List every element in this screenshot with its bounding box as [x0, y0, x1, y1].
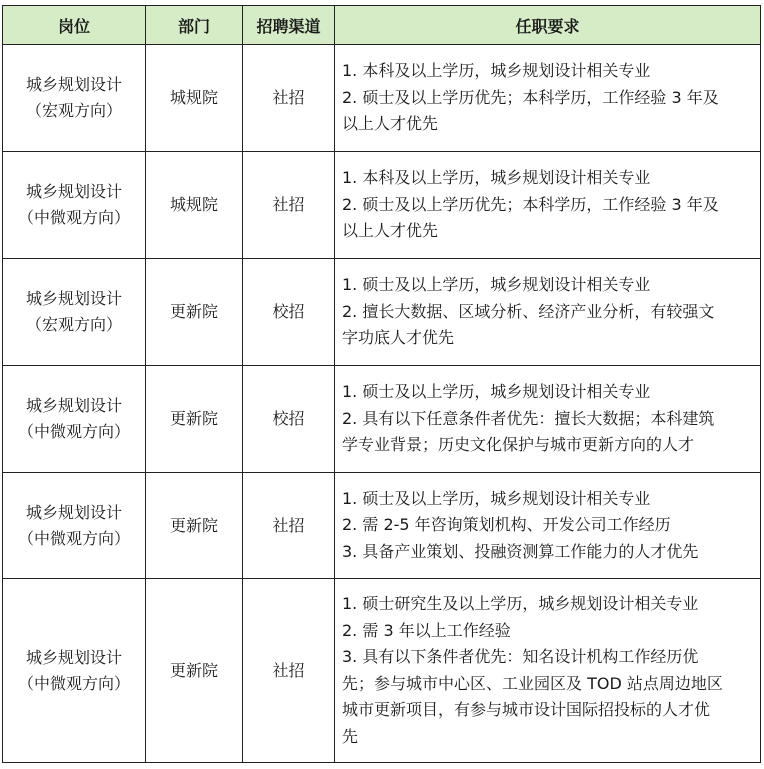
requirement-line: 学专业背景；历史文化保护与城市更新方向的人才	[342, 435, 695, 455]
position-cell	[3, 45, 146, 152]
position-direction: （宏观方向）	[25, 101, 122, 120]
position-title: 城乡规划设计	[25, 647, 122, 667]
requirement-line: 2. 需 2-5 年咨询策划机构、开发公司工作经历	[342, 515, 671, 535]
requirement-line: 2. 硕士及以上学历优先；本科学历，工作经验 3 年及	[342, 87, 719, 107]
requirement-line: 1. 硕士研究生及以上学历，城乡规划设计相关专业	[342, 594, 699, 613]
position-title: 城乡规划设计	[25, 182, 122, 201]
table-row	[3, 473, 761, 579]
requirement-line: 1. 硕士及以上学历，城乡规划设计相关专业	[342, 275, 651, 295]
requirement-line: 1. 硕士及以上学历，城乡规划设计相关专业	[342, 382, 651, 402]
position-direction: （中微观方向）	[17, 422, 130, 441]
requirements-cell	[335, 366, 761, 473]
channel-cell: 社招	[243, 473, 335, 579]
position-direction: （中微观方向）	[17, 528, 130, 548]
requirement-line: 先；参与城市中心区、工业园区及 TOD 站点周边地区	[342, 673, 723, 693]
table-row	[3, 579, 761, 763]
requirement-line: 1. 硕士及以上学历，城乡规划设计相关专业	[342, 488, 651, 508]
table-row	[3, 152, 761, 259]
position-title: 城乡规划设计	[25, 289, 122, 308]
channel-cell: 社招	[243, 152, 335, 259]
header-position: 岗位	[3, 6, 146, 45]
position-title: 城乡规划设计	[25, 502, 122, 522]
requirement-line: 2. 擅长大数据、区域分析、经济产业分析，有较强文	[342, 301, 715, 321]
channel-cell: 校招	[243, 366, 335, 473]
position-direction: （中微观方向）	[17, 673, 130, 693]
table-header-row	[3, 6, 761, 45]
table-row	[3, 366, 761, 473]
requirement-line: 1. 本科及以上学历，城乡规划设计相关专业	[342, 61, 651, 81]
requirement-line: 3. 具备产业策划、投融资测算工作能力的人才优先	[342, 541, 699, 561]
channel-cell: 社招	[243, 45, 335, 152]
requirement-line: 以上人才优先	[342, 221, 439, 241]
position-cell	[3, 579, 146, 763]
requirement-line: 字功底人才优先	[342, 328, 455, 348]
department-cell: 城规院	[146, 152, 243, 259]
header-channel: 招聘渠道	[243, 6, 335, 45]
requirements-cell	[335, 45, 761, 152]
requirement-line: 2. 硕士及以上学历优先；本科学历，工作经验 3 年及	[342, 194, 719, 214]
header-department: 部门	[146, 6, 243, 45]
requirement-line: 以上人才优先	[342, 114, 439, 134]
requirements-cell	[335, 579, 761, 763]
position-cell	[3, 366, 146, 473]
requirement-line: 2. 具有以下任意条件者优先：擅长大数据；本科建筑	[342, 408, 715, 428]
requirement-line: 1. 本科及以上学历，城乡规划设计相关专业	[342, 168, 651, 188]
header-requirements: 任职要求	[335, 6, 761, 45]
department-cell: 城规院	[146, 45, 243, 152]
department-cell: 更新院	[146, 579, 243, 763]
requirements-cell	[335, 473, 761, 579]
position-title: 城乡规划设计	[25, 75, 122, 94]
position-title: 城乡规划设计	[25, 396, 122, 415]
recruitment-table	[2, 5, 761, 763]
department-cell: 更新院	[146, 473, 243, 579]
recruitment-table-container	[2, 5, 761, 763]
channel-cell: 校招	[243, 259, 335, 366]
requirements-cell	[335, 259, 761, 366]
position-direction: （中微观方向）	[17, 208, 130, 227]
requirement-line: 城市更新项目，有参与城市设计国际招投标的人才优	[342, 700, 711, 719]
position-cell	[3, 473, 146, 579]
requirements-cell	[335, 152, 761, 259]
requirement-line: 2. 需 3 年以上工作经验	[342, 620, 511, 640]
department-cell: 更新院	[146, 366, 243, 473]
position-direction: （宏观方向）	[25, 315, 122, 334]
position-cell	[3, 152, 146, 259]
table-row	[3, 45, 761, 152]
requirement-line: 先	[342, 726, 359, 746]
requirement-line: 3. 具有以下条件者优先：知名设计机构工作经历优	[342, 647, 699, 666]
position-cell	[3, 259, 146, 366]
table-row	[3, 259, 761, 366]
channel-cell: 社招	[243, 579, 335, 763]
department-cell: 更新院	[146, 259, 243, 366]
